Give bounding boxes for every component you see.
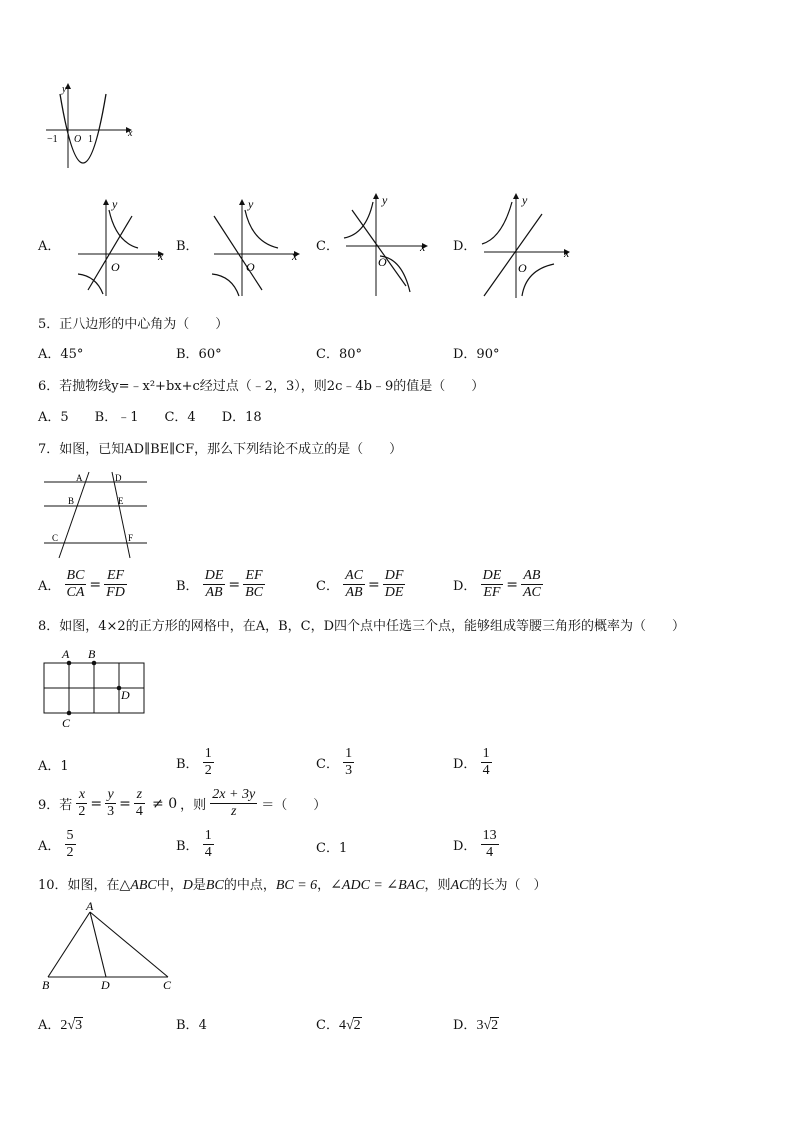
svg-text:y: y [382, 193, 388, 207]
svg-text:O: O [246, 260, 255, 274]
svg-text:y: y [248, 197, 254, 211]
point-b [92, 661, 97, 666]
q8-option-c: C． $\frac{1}{3}$ [316, 746, 353, 778]
q7-option-b: B． $\frac{DE}{AB}$ = $\frac{EF}{BC}$ [176, 568, 263, 600]
svg-text:C: C [163, 978, 172, 992]
q4-graph-d [478, 192, 578, 292]
segment-ad [90, 912, 106, 977]
q5-option-d: D．90° [453, 347, 500, 362]
svg-text:x: x [420, 240, 426, 254]
transversal-acf [59, 472, 89, 558]
q10-option-b: B．4 [176, 1018, 207, 1033]
svg-text:A: A [76, 473, 83, 483]
q4-option-b-label: B． [176, 239, 199, 254]
q7-parallel-lines-figure [44, 472, 154, 562]
q4-option-d-label: D． [453, 239, 477, 254]
svg-text:B: B [88, 647, 96, 661]
svg-text:O: O [518, 261, 527, 275]
parabola-figure [40, 82, 140, 182]
q8-option-b: B． $\frac{1}{2}$ [176, 746, 212, 778]
q7-option-d: D． $\frac{DE}{EF}$ = $\frac{AB}{AC}$ [453, 568, 541, 600]
svg-text:x: x [292, 249, 298, 263]
svg-text:B: B [42, 978, 50, 992]
svg-text:B: B [68, 496, 75, 506]
q5-option-c: C．80° [316, 347, 362, 362]
side-ab [48, 912, 90, 977]
q9-option-a: A． $\frac{5}{2}$ [38, 828, 74, 860]
minus-one-label: −1 [47, 134, 58, 145]
parabola-curve [60, 94, 106, 163]
side-ac [90, 912, 168, 977]
q8-option-d: D． $\frac{1}{4}$ [453, 746, 490, 778]
point-a [67, 661, 72, 666]
q4-graph-a [70, 198, 170, 298]
q5-stem: 5．正八边形的中心角为（ ） [38, 317, 229, 332]
svg-text:C: C [62, 716, 71, 730]
svg-text:A: A [86, 899, 94, 913]
q10-option-a: A．2√3 [38, 1018, 83, 1033]
q10-option-d: D．3√2 [453, 1018, 499, 1033]
svg-text:x: x [564, 246, 570, 260]
svg-text:D: D [101, 978, 110, 992]
y-label: y [62, 84, 67, 95]
svg-text:y: y [522, 193, 528, 207]
svg-text:D: D [121, 688, 130, 702]
q10-stem: 10．如图，在△ABC中，D是BC的中点，BC = 6，∠ADC = ∠BAC，则AC的长为（ ） [38, 878, 547, 893]
q4-option-a-label: A． [38, 239, 61, 254]
svg-text:E: E [118, 496, 124, 506]
q10-option-c: C．4√2 [316, 1018, 361, 1033]
q8-grid-figure [40, 645, 160, 735]
q4-option-c-label: C． [316, 239, 339, 254]
svg-text:D: D [115, 473, 122, 483]
q7-option-a: A． $\frac{BC}{CA}$ = $\frac{EF}{FD}$ [38, 568, 125, 600]
point-c [67, 711, 72, 716]
q7-stem: 7．如图，已知AD∥BE∥CF，那么下列结论不成立的是（ ） [38, 442, 403, 457]
q9-option-b: B． $\frac{1}{4}$ [176, 828, 212, 860]
q9-stem: 9．若 $\frac{x}{2}$ = $\frac{y}{3}$ = $\frac{z}{4}$ ≠ 0 ，则 $\frac{2x + 3y}{z}$ ＝（ ） [38, 787, 327, 819]
origin-label: O [74, 134, 82, 145]
q4-graph-b [206, 198, 306, 298]
q6-stem: 6．若抛物线y=﹣x²+bx+c经过点（﹣2，3），则2c﹣4b﹣9的值是（ ） [38, 379, 485, 394]
svg-text:y: y [112, 197, 118, 211]
q4-graph-c [340, 192, 440, 292]
svg-text:O: O [378, 255, 387, 269]
q10-triangle-figure [38, 899, 188, 997]
svg-text:x: x [158, 249, 164, 263]
svg-text:O: O [111, 260, 120, 274]
transversal-def [112, 472, 130, 558]
x-label: x [128, 128, 133, 139]
svg-text:A: A [62, 647, 70, 661]
svg-text:C: C [52, 533, 59, 543]
q9-option-d: D． $\frac{13}{4}$ [453, 828, 497, 860]
q8-stem: 8．如图，4×2的正方形的网格中，在A，B，C，D四个点中任选三个点，能够组成等腰三角形的概率为（ ） [38, 619, 686, 634]
q7-option-c: C． $\frac{AC}{AB}$ = $\frac{DF}{DE}$ [316, 568, 404, 600]
q8-option-a: A．1 [38, 759, 69, 774]
q6-options: A．5 B．﹣1 C．4 D．18 [38, 410, 262, 425]
q5-option-b: B．60° [176, 347, 222, 362]
svg-text:F: F [128, 533, 134, 543]
q9-option-c: C．1 [316, 841, 348, 856]
q5-option-a: A．45° [38, 347, 84, 362]
one-label: 1 [88, 134, 93, 145]
